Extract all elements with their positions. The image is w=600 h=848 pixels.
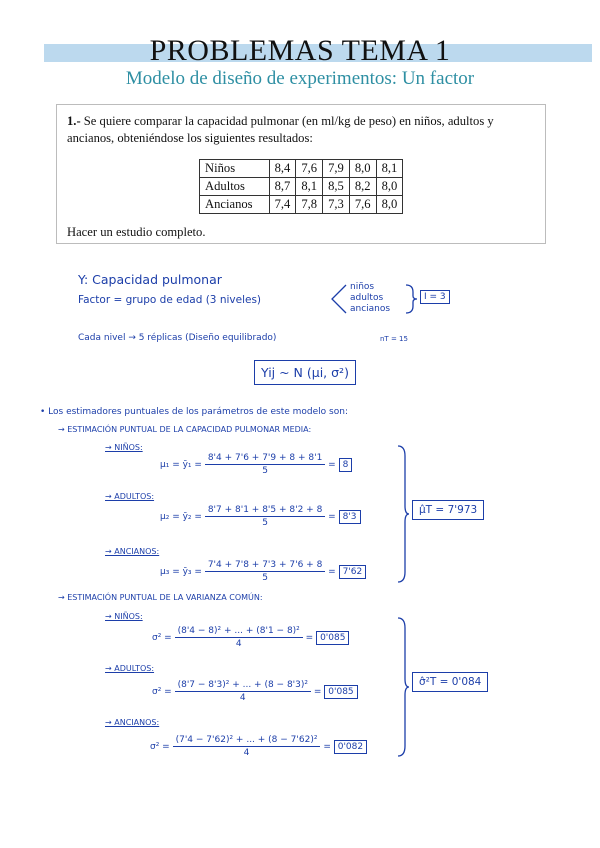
table-cell: 7,9 bbox=[323, 160, 350, 178]
problem-box bbox=[56, 104, 546, 244]
table-cell: 8,7 bbox=[269, 178, 296, 196]
variance-formula: σ² = $\frac{\text{(8'7 − 8'3)² + ... + (8 − 8'3)²}}{4}$ = 0'085 bbox=[152, 680, 358, 703]
formula-numerator: (8'4 − 8)² + ... + (8'1 − 8)² bbox=[175, 626, 303, 638]
level-item: ancianos bbox=[350, 304, 391, 314]
result-box: 8 bbox=[339, 458, 353, 472]
table-cell: 7,3 bbox=[323, 196, 350, 214]
table-cell: 8,0 bbox=[376, 196, 403, 214]
formula-lhs: μ₁ = ȳ₁ = bbox=[160, 460, 202, 470]
formula-fraction bbox=[205, 505, 325, 528]
formula-numerator: (7'4 − 7'62)² + ... + (8 − 7'62)² bbox=[173, 735, 321, 747]
total-variance-box: σ̂²T = 0'084 bbox=[412, 672, 488, 692]
table-cell: 8,0 bbox=[349, 160, 376, 178]
formula-lhs: σ² = bbox=[150, 742, 170, 752]
problem-statement-text: Se quiere comparar la capacidad pulmonar (en ml/kg de peso) en niños, adultos y ancianos, obteniéndose los siguientes resultados: bbox=[67, 114, 494, 145]
result-box: 0'085 bbox=[316, 631, 349, 645]
total-mean-box: μ̂T = 7'973 bbox=[412, 500, 484, 520]
means-brace-icon bbox=[396, 444, 410, 584]
formula-denominator: 4 bbox=[243, 748, 250, 758]
table-row bbox=[200, 196, 403, 214]
formula-denominator: 5 bbox=[262, 573, 268, 583]
row-label: Niños bbox=[200, 160, 270, 178]
formula-fraction bbox=[205, 453, 325, 476]
mean-formula: μ₃ = ȳ₃ = $\frac{7'4 + 7'8 + 7'3 + 7'6 + 8}{5}$ = 7'62 bbox=[160, 560, 366, 583]
table-cell: 7,6 bbox=[296, 160, 323, 178]
formula-fraction bbox=[205, 560, 325, 583]
group-label: → ADULTOS: bbox=[105, 664, 155, 673]
level-item: adultos bbox=[350, 293, 384, 303]
formula-denominator: 5 bbox=[262, 466, 268, 476]
table-cell: 7,4 bbox=[269, 196, 296, 214]
result-box: 0'082 bbox=[334, 740, 367, 754]
total-n-note: nT = 15 bbox=[380, 335, 408, 343]
table-cell: 8,4 bbox=[269, 160, 296, 178]
levels-brace-icon bbox=[324, 283, 348, 315]
factor-definition: Factor = grupo de edad (3 niveles) bbox=[78, 294, 262, 306]
page-title: PROBLEMAS TEMA 1 bbox=[149, 34, 451, 67]
formula-fraction bbox=[173, 735, 321, 758]
formula-lhs: μ₃ = ȳ₃ = bbox=[160, 567, 202, 577]
group-label: → ADULTOS: bbox=[105, 492, 155, 501]
replicas-note: Cada nivel → 5 réplicas (Diseño equilibrado) bbox=[78, 333, 277, 343]
group-label: → NIÑOS: bbox=[105, 443, 143, 452]
y-definition: Y: Capacidad pulmonar bbox=[78, 272, 222, 287]
formula-numerator: (8'7 − 8'3)² + ... + (8 − 8'3)² bbox=[175, 680, 311, 692]
data-table bbox=[199, 159, 403, 214]
model-box: Yij ~ N (μi, σ²) bbox=[254, 360, 356, 385]
row-label: Adultos bbox=[200, 178, 270, 196]
mean-heading: → ESTIMACIÓN PUNTUAL DE LA CAPACIDAD PULMONAR MEDIA: bbox=[58, 425, 312, 434]
group-label: → ANCIANOS: bbox=[105, 718, 160, 727]
result-box: 8'3 bbox=[339, 510, 361, 524]
mean-formula: μ₂ = ȳ₂ = $\frac{8'7 + 8'1 + 8'5 + 8'2 + 8}{5}$ = 8'3 bbox=[160, 505, 361, 528]
result-box: 0'085 bbox=[324, 685, 357, 699]
table-cell: 8,2 bbox=[349, 178, 376, 196]
table-cell: 8,5 bbox=[323, 178, 350, 196]
formula-denominator: 4 bbox=[239, 693, 246, 703]
variances-brace-icon bbox=[396, 616, 410, 758]
formula-denominator: 5 bbox=[262, 518, 268, 528]
estimators-intro: • Los estimadores puntuales de los parámetros de este modelo son: bbox=[40, 407, 348, 417]
formula-fraction bbox=[175, 626, 303, 649]
table-cell: 8,1 bbox=[376, 160, 403, 178]
table-row bbox=[200, 178, 403, 196]
formula-lhs: μ₂ = ȳ₂ = bbox=[160, 512, 202, 522]
table-cell: 7,8 bbox=[296, 196, 323, 214]
result-box: 7'62 bbox=[339, 565, 367, 579]
group-label: → NIÑOS: bbox=[105, 612, 143, 621]
row-label: Ancianos bbox=[200, 196, 270, 214]
problem-number: 1.- bbox=[67, 114, 81, 128]
table-row bbox=[200, 160, 403, 178]
formula-numerator: 8'7 + 8'1 + 8'5 + 8'2 + 8 bbox=[205, 505, 325, 517]
level-item: niños bbox=[350, 282, 375, 292]
table-cell: 8,1 bbox=[296, 178, 323, 196]
table-cell: 7,6 bbox=[349, 196, 376, 214]
formula-numerator: 8'4 + 7'6 + 7'9 + 8 + 8'1 bbox=[205, 453, 325, 465]
levels-close-brace-icon bbox=[404, 283, 418, 315]
group-label: → ANCIANOS: bbox=[105, 547, 160, 556]
page-subtitle: Modelo de diseño de experimentos: Un factor bbox=[125, 68, 475, 89]
table-cell: 8,0 bbox=[376, 178, 403, 196]
variance-formula: σ² = $\frac{\text{(7'4 − 7'62)² + ... + (8 − 7'62)²}}{4}$ = 0'082 bbox=[150, 735, 367, 758]
variance-heading: → ESTIMACIÓN PUNTUAL DE LA VARIANZA COMÚN: bbox=[58, 593, 263, 602]
problem-statement bbox=[67, 113, 537, 147]
formula-denominator: 4 bbox=[235, 639, 242, 649]
problem-instruction: Hacer un estudio completo. bbox=[67, 225, 206, 239]
mean-formula: μ₁ = ȳ₁ = $\frac{8'4 + 7'6 + 7'9 + 8 + 8'1}{5}$ = 8 bbox=[160, 453, 352, 476]
formula-fraction bbox=[175, 680, 311, 703]
i-levels-box: I = 3 bbox=[420, 290, 450, 304]
formula-lhs: σ² = bbox=[152, 633, 172, 643]
formula-lhs: σ² = bbox=[152, 687, 172, 697]
variance-formula: σ² = $\frac{\text{(8'4 − 8)² + ... + (8'1 − 8)²}}{4}$ = 0'085 bbox=[152, 626, 349, 649]
formula-numerator: 7'4 + 7'8 + 7'3 + 7'6 + 8 bbox=[205, 560, 325, 572]
